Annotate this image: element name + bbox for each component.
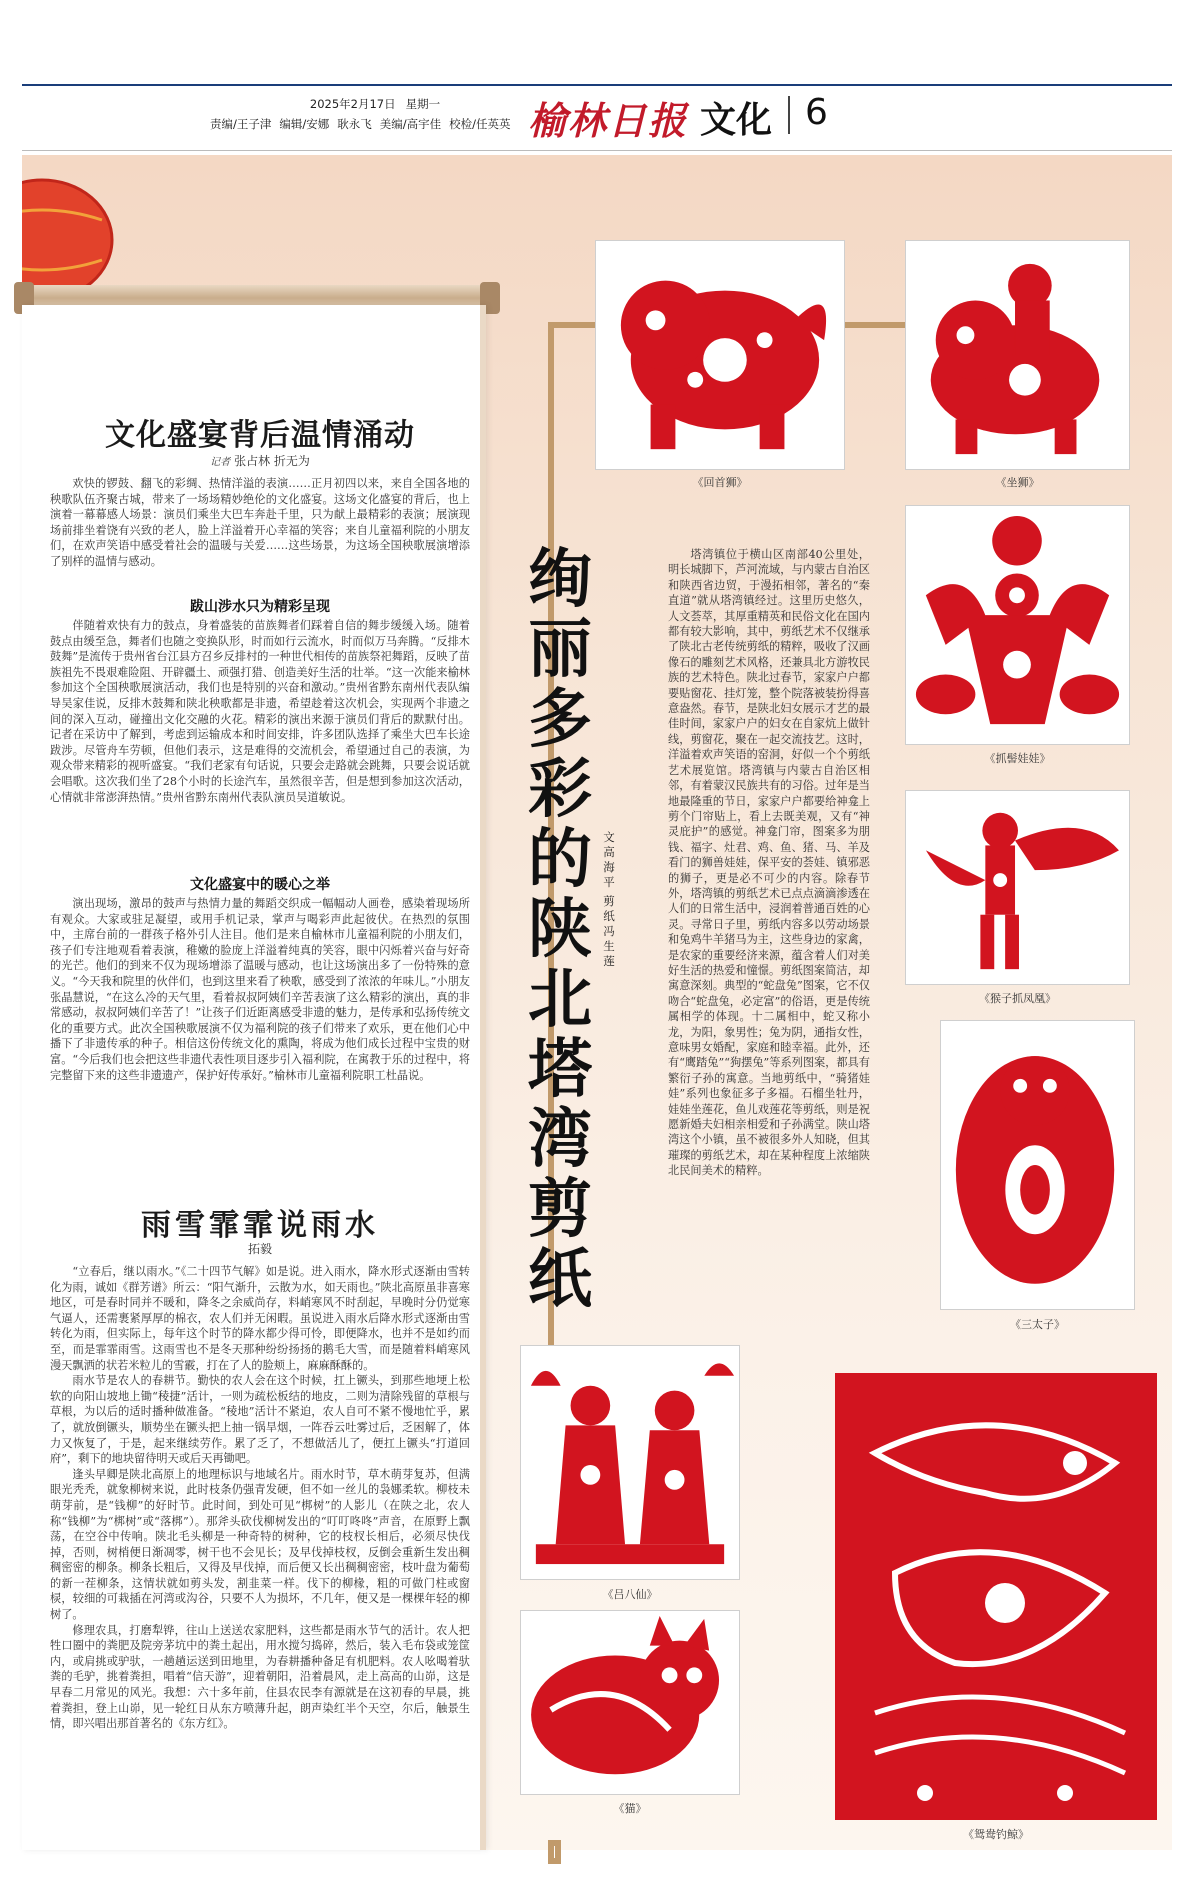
section-title: 文化 [700, 100, 773, 141]
article1-intro: 欢快的锣鼓、翻飞的彩绸、热情洋溢的表演……正月初四以来，来自全国各地的秧歌队伍齐聚古城，带来了一场场精妙绝伦的文化盛宴。这场文化盛宴的背后，也上演着一幕幕感人场景：演员们乘坐大巴车奔赴千里，只为献上最精彩的表演；展演现场前排坐着饶有兴致的老人，脸上洋溢着开心幸福的笑容；来自儿童福利院的小朋友们，在欢声笑语中感受着社会的温暖与关爱……这些场景，为这场全国秧歌展演增添了别样的温情与感动。 [50, 477, 470, 568]
article1-subhead-1: 跋山涉水只为精彩呈现 [190, 599, 330, 615]
caption-lu-eight-immortals: 《吕八仙》 [602, 1588, 658, 1601]
header-rule [22, 84, 1172, 86]
article1-title: 文化盛宴背后温情涌动 [105, 418, 415, 453]
papercut-looking-back-lion [595, 240, 845, 470]
caption-grasping-doll: 《抓髻娃娃》 [984, 752, 1051, 765]
papercut-seated-lion [905, 240, 1130, 470]
article3-title: 绚丽多彩的陕北塔湾剪纸 [528, 543, 592, 1317]
newspaper-masthead: 榆林日报 [528, 98, 689, 143]
caption-cat: 《猫》 [613, 1802, 647, 1815]
papercut-third-prince [940, 1020, 1135, 1310]
papercut-mandarin-duck-fishing [835, 1373, 1157, 1820]
header-meta [210, 96, 550, 132]
decorative-frame-foot [548, 1840, 561, 1864]
papercut-cat [520, 1610, 740, 1795]
article2-body: “立春后，继以雨水。”《二十四节气解》如是说。进入雨水，降水形式逐渐由雪转化为雨，诚如《群芳谱》所云：“阳气渐升，云散为水，如天雨也。”陕北高原虽非喜寒地区，可是春时同并不暖和，降冬之余威尚存，料峭寒风不时刮起，早晚时分仍觉寒气逼人，还需裹紧厚厚的棉衣，农人们并无闲暇。虽说进入雨水后降水形式逐渐由雪转化为雨，但实际上，每年这个时节的降水都少得可怜，即便降水，也并不是如约而至，而是霏霏雨雪。这雨雪也不是冬天那种纷纷扬扬的鹅毛大雪，而是随着料峭寒风漫天飘洒的状若米粒儿的雪霰，打在了人的脸颊上，麻麻酥酥的。 雨水节是农人的春耕节。勤快的农人会在这个时候，扛上镢头，到那些地埂上松软的向阳山坡地上锄“稜捷”活计，一则为疏松板结的地皮，二则为清除残留的草根与草根，为以后的适时播种做准备。“稜地”活计不紧迫，农人自可不紧不慢地忙乎，累了，就放倒镢头，顺势坐在镢头把上抽一锅旱烟，一阵吞云吐雾过后，乏困解了，体力又恢复了，于是，起来继续劳作。累了乏了，不想做活儿了，便扛上镢头“打道回府”，剩下的地块留待明天或后天再锄吧。 逢头早卿是陕北高原上的地理标识与地域名片。雨水时节，草木萌芽复苏，但满眼光秃秃，就象柳树来说，此时枝条仍强青发硬，但不如一丝儿的袅娜柔软。柳枝未萌芽前，是“钱柳”的好时节。此时间，到处可见“梆树”的人影儿（在陕之北，农人称“钱柳”为“梆树”或“落梆”）。那斧头砍伐柳树发出的“叮叮咚咚”声音，在原野上飘荡，在空谷中传响。陕北毛头柳是一种奇特的树种，它的枝杈长相后，必须尽快伐掉，否则，树梢便日渐凋零，树干也不会见长；及早伐掉枝杈，反倒会重新生发出稠稠密密的柳条。柳条长粗后，又得及早伐掉，而后便又长出稠稠密密，枝叶盘为葡萄的新一茬柳条，这情状就如剪头发，割韭菜一样。伐下的柳椽，粗的可做门柱或窗棂，较细的可栽插在河湾或沟谷，只要不人为损坏，不几年，便又是一棵棵年轻的柳树了。 修理农具，打磨犁铧，往山上送送农家肥料，这些都是雨水节气的活计。农人把牲口圈中的粪肥及院旁茅坑中的粪土起出，用水搅匀捣碎，然后，装入毛布袋或笼筐内，或肩挑或驴驮，一趟趟运送到田地里，为春耕播种备足有机肥料。农人吆喝着驮粪的毛驴，挑着粪担，唱着“信天游”，迎着朝阳，沿着晨风，走上高高的山峁，这是早春二月常见的风光。我想：六十多年前，住县农民李有源就是在这初春的早晨，挑着粪担，登上山峁，见一轮红日从东方喷薄升起，朗声染红半个天空，尔后，触景生情，即兴唱出那首著名的《东方红》。 [50, 1265, 470, 1731]
caption-mandarin-duck-fishing: 《鸳鸯钓鲸》 [963, 1828, 1029, 1841]
article2-author: 拓毅 [247, 1242, 272, 1256]
papercut-lu-eight-immortals [520, 1345, 740, 1580]
article1-section-1: 伴随着欢快有力的鼓点，身着盛装的苗族舞者们踩着自信的舞步缓缓入场。随着鼓点由缓至急，舞者们也随之变换队形，时而如行云流水，时而似万马奔腾。“反排木鼓舞”是流传于贵州省台江县方召乡反排村的一种世代相传的苗族祭祀舞蹈，反映了苗族祖先不畏艰难险阻、开辟疆土、顽强打猎、创造美好生活的壮举。“这一次能来榆林参加这个全国秧歌展演活动，我们也是特别的兴奋和激动。”贵州省黔东南州代表队编导吴家佳说，反排木鼓舞和陕北秧歌都是非遗，希望趁着这次机会，实现两个非遗之间的深入互动，碰撞出文化交融的火花。精彩的演出来源于演员们背后的默默付出。记者在采访中了解到，考虑到运输成本和时间安排，许多团队选择了乘坐大巴车长途跋涉。尽管舟车劳顿，但他们表示，这是难得的交流机会，希望通过自己的表演，为观众带来精彩的视听盛宴。“我们老家有句话说，只要会走路就会跳舞，只要会说话就会唱歌。这次我们坐了28个小时的长途汽车，虽然很辛苦，但是想到参加这次活动，心情就非常澎湃热情。”贵州省黔东南州代表队演员吴道敏说。 [50, 619, 470, 804]
caption-looking-back-lion: 《回首狮》 [692, 476, 748, 489]
article2-title: 雨雪霏霏说雨水 [141, 1208, 379, 1243]
article1-section-2: 演出现场，激昂的鼓声与热情力量的舞蹈交织成一幅幅动人画卷，感染着现场所有观众。大家或驻足凝望，或用手机记录，掌声与喝彩声此起彼伏。在热烈的氛围中，主席台前的一群孩子格外引人注目。他们是来自榆林市儿童福利院的小朋友们，孩子们专注地观看着表演，稚嫩的脸庞上洋溢着纯真的笑容，眼中闪烁着兴奋与好奇的光芒。他们的到来不仅为现场增添了温暖与感动，也让这场演出多了一份特殊的意义。“今天我和院里的伙伴们，也到这里来看了秧歌，感受到了浓浓的年味儿。”小朋友张晶慧说，“在这么冷的天气里，看着叔叔阿姨们辛苦表演了这么精彩的演出，真的非常感动，叔叔阿姨们辛苦了！”让孩子们近距离感受非遗的魅力，是传承和弘扬传统文化的重要方式。此次全国秧歌展演不仅为福利院的孩子们带来了欢乐，更在他们心中播下了非遗传承的种子。相信这份传统文化的熏陶，将成为他们成长过程中宝贵的财富。“今后我们也会把这些非遗代表性项目逐步引入福利院，在寓教于乐的过程中，将完整留下来的这些非遗遗产，保护好传承好。”榆林市儿童福利院职工杜晶说。 [50, 897, 470, 1082]
page-number: 6 [805, 92, 828, 133]
caption-third-prince: 《三太子》 [1010, 1318, 1065, 1331]
editor-list: 责编/王子津 编辑/安娜 耿永飞 美编/高宇佳 校检/任英英 [210, 117, 511, 131]
article3-body: 塔湾镇位于横山区南部40公里处，明长城脚下，芦河流域，与内蒙古自治区和陕西省边贸，于漫拓相邻，著名的“秦直道”就从塔湾镇经过。这里历史悠久，人文荟萃，其厚重精英和民俗文化在国内都有较大影响，其中，剪纸艺术不仅继承了陕北古老传统剪纸的精粹，吸收了汉画像石的雕刻艺术风格，还兼具北方游牧民族的艺术特色。陕北过春节，家家户户都要贴窗花、挂灯笼，整个院落被装扮得喜意盎然。春节，是陕北妇女展示才艺的最佳时间，家家户户的妇女在自家炕上做针线，剪窗花，聚在一起交流技艺。这时，洋溢着欢声笑语的窑洞，好似一个个剪纸艺术展览馆。塔湾镇与内蒙古自治区相邻，有着蒙汉民族共有的习俗。过年是当地最隆重的节日，家家户户都要给神龛上剪个门帘贴上，看上去既美观，又有“神灵庇护”的感觉。神龛门帘，图案多为朋钱、福字、灶君、鸡、鱼、猪、马、羊及看门的狮兽娃娃，保平安的荟娃、镇邪恶的狮子，更是必不可少的内容。除春节外，塔湾镇的剪纸艺术已点点滴滴渗透在人们的日常生活中，浸润着普通百姓的心灵。寻常日子里，剪纸内容多以劳动场景和兔鸡牛羊猪马为主，这些身边的家禽，是农家的重要经济来源，蕴含着人们对美好生活的热爱和憧憬。剪纸图案简洁，却寓意深刻。典型的“蛇盘兔”图案，它不仅吻合“蛇盘兔，必定富”的俗语，更是传统属相学的体现。十二属相中，蛇又称小龙，为阳，象男性；兔为阴，通指女性，意味男女婚配，家庭和睦幸福。此外，还有“鹰踏兔”“狗摆兔”等系列图案，都具有繁衍子孙的寓意。当地剪纸中，“骑猪娃娃”系列也象征多子多福。石榴坐牡丹，娃娃坐莲花，鱼儿戏莲花等剪纸，则是祝愿新婚夫妇相亲相爱和子孙满堂。陕山塔湾这个小镇，虽不被很多外人知晓，但其璀璨的剪纸艺术，却在某种程度上浓缩陕北民间美术的精粹。 [668, 548, 870, 1178]
header-divider [788, 96, 790, 134]
issue-date: 2025年2月17日 星期一 [309, 97, 441, 111]
caption-monkey-phoenix: 《猴子抓凤凰》 [979, 992, 1056, 1005]
papercut-monkey-phoenix [905, 790, 1130, 985]
article1-subhead-2: 文化盛宴中的暖心之举 [190, 877, 330, 893]
article1-byline: 记者 张占林 折无为 [210, 454, 310, 468]
caption-seated-lion: 《坐狮》 [995, 476, 1040, 489]
papercut-grasping-doll [905, 505, 1130, 745]
header-bottom-rule [22, 150, 1172, 151]
article3-credits: 文 高海平 剪纸 冯生莲 [603, 830, 615, 968]
